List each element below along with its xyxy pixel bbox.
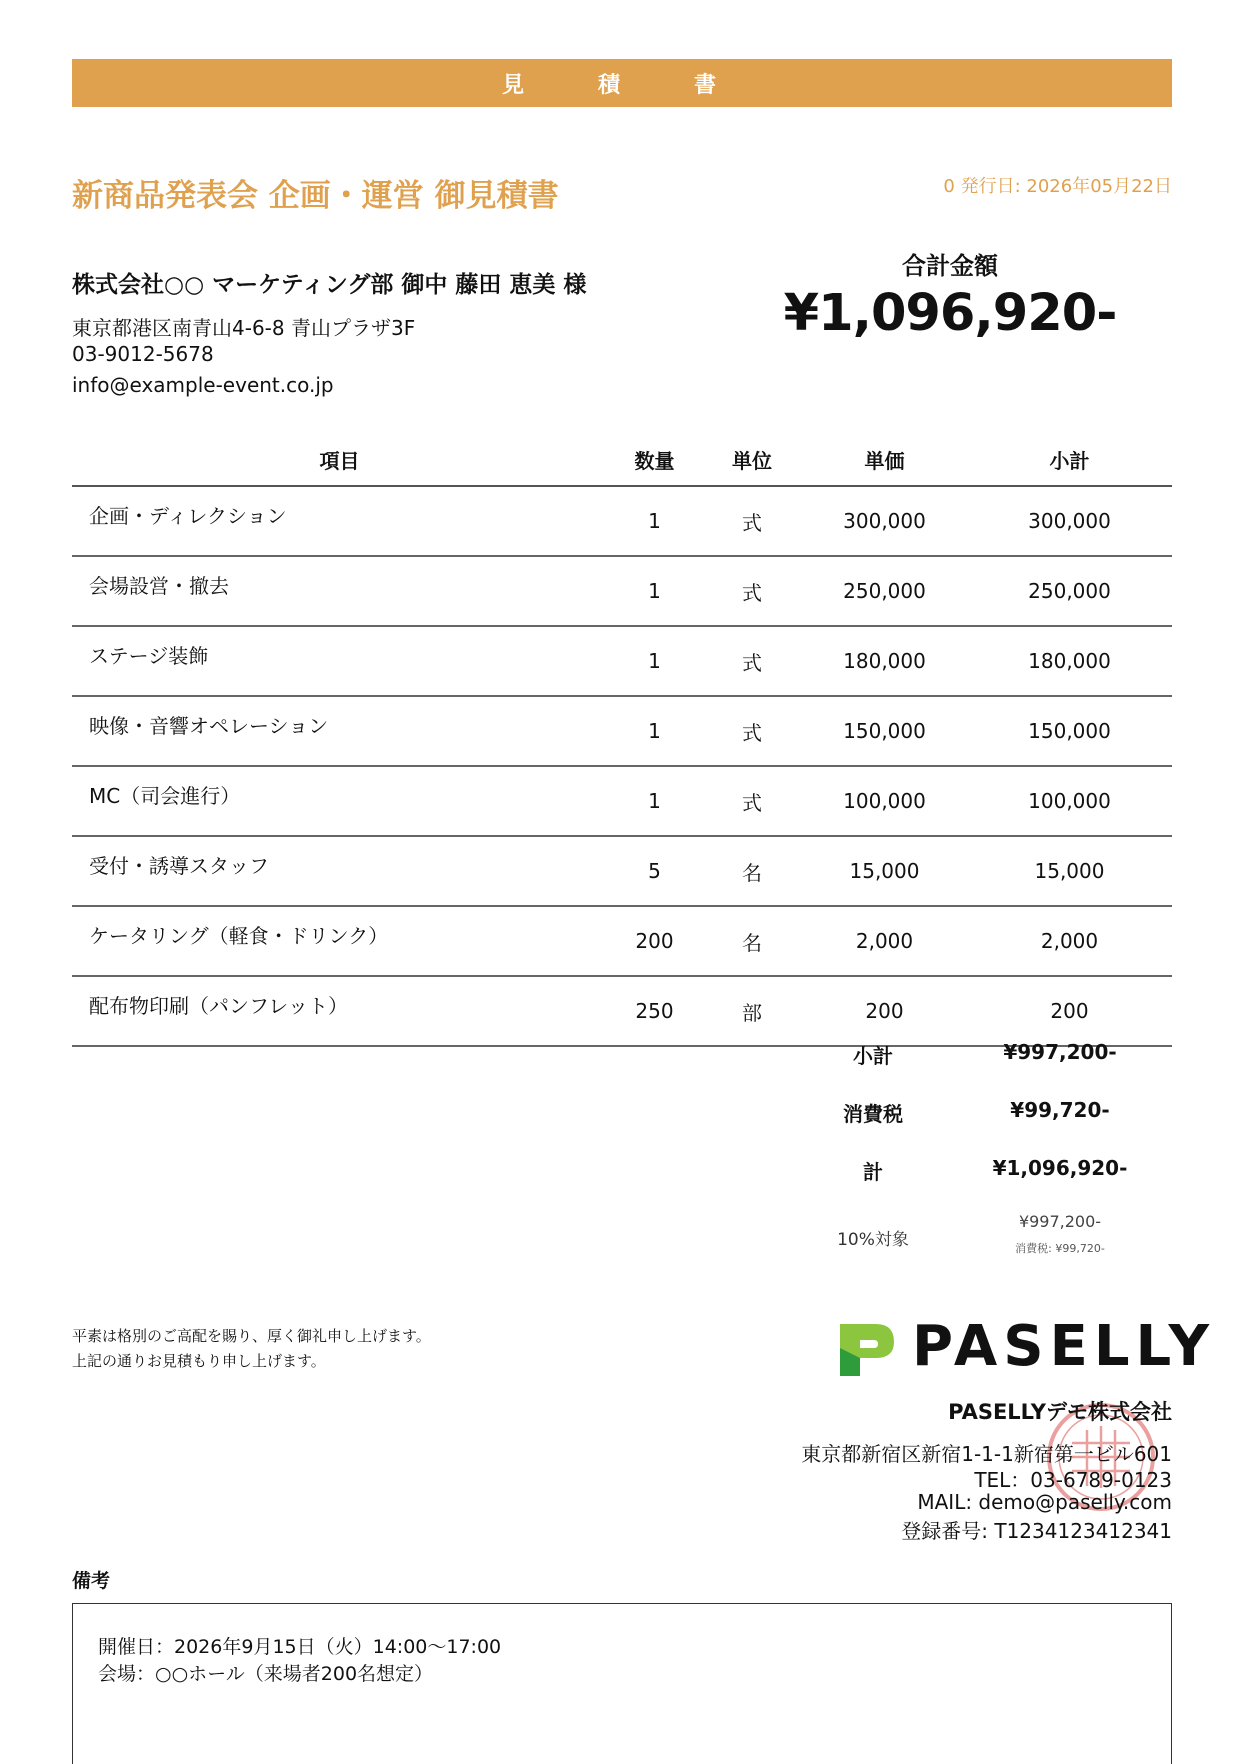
items-table <box>72 433 1172 1047</box>
table-header-row <box>72 433 1172 486</box>
row-unit: 式 <box>702 556 802 626</box>
table-row <box>72 556 1172 626</box>
tax-label: 消費税 <box>843 1102 903 1126</box>
document-title: 新商品発表会 企画・運営 御見積書 <box>72 178 559 214</box>
row-unit: 式 <box>702 696 802 766</box>
row-unit: 式 <box>702 626 802 696</box>
grand-total-value: ¥1,096,920- <box>992 1156 1128 1180</box>
row-subtotal: 2,000 <box>967 906 1172 976</box>
paselly-logo-icon <box>836 1318 898 1380</box>
row-price: 200 <box>802 976 967 1046</box>
header-unit: 単位 <box>702 433 802 486</box>
row-subtotal: 200 <box>967 976 1172 1046</box>
company-tel: TEL：03-6789-0123 <box>974 1468 1172 1492</box>
total-amount-label: 合計金額 <box>902 252 998 280</box>
table-row <box>72 836 1172 906</box>
row-subtotal: 15,000 <box>967 836 1172 906</box>
row-qty: 250 <box>607 976 702 1046</box>
row-item: 受付・誘導スタッフ <box>72 836 607 906</box>
row-unit: 部 <box>702 976 802 1046</box>
company-registration: 登録番号: T1234123412341 <box>901 1519 1172 1543</box>
row-price: 180,000 <box>802 626 967 696</box>
client-name: 株式会社○○ マーケティング部 御中 藤田 恵美 様 <box>72 272 587 298</box>
row-item: 会場設営・撤去 <box>72 556 607 626</box>
row-unit: 名 <box>702 836 802 906</box>
row-item: 配布物印刷（パンフレット） <box>72 976 607 1046</box>
row-subtotal: 100,000 <box>967 766 1172 836</box>
row-price: 250,000 <box>802 556 967 626</box>
total-amount-value: ¥1,096,920- <box>783 284 1117 343</box>
tax-rate-label: 10%対象 <box>837 1230 909 1250</box>
row-subtotal: 300,000 <box>967 486 1172 556</box>
client-phone: 03-9012-5678 <box>72 342 214 366</box>
subtotal-label: 小計 <box>853 1044 893 1068</box>
row-item: ステージ装飾 <box>72 626 607 696</box>
table-row <box>72 976 1172 1046</box>
row-subtotal: 180,000 <box>967 626 1172 696</box>
company-name: PASELLYデモ株式会社 <box>948 1400 1172 1424</box>
company-mail: MAIL: demo@paselly.com <box>917 1490 1172 1514</box>
greeting-line-2: 上記の通りお見積もり申し上げます。 <box>72 1352 326 1370</box>
row-qty: 5 <box>607 836 702 906</box>
row-item: 企画・ディレクション <box>72 486 607 556</box>
row-item: 映像・音響オペレーション <box>72 696 607 766</box>
document-banner: 見 積 書 <box>72 59 1172 107</box>
row-unit: 名 <box>702 906 802 976</box>
grand-total-label: 計 <box>863 1160 883 1184</box>
row-item: ケータリング（軽食・ドリンク） <box>72 906 607 976</box>
remarks-line-1: 開催日：2026年9月15日（火）14:00〜17:00 <box>98 1636 502 1658</box>
table-row <box>72 696 1172 766</box>
table-row <box>72 906 1172 976</box>
row-item: MC（司会進行） <box>72 766 607 836</box>
header-price: 単価 <box>802 433 967 486</box>
greeting-line-1: 平素は格別のご高配を賜り、厚く御礼申し上げます。 <box>72 1327 431 1345</box>
row-qty: 1 <box>607 626 702 696</box>
tax-value: ¥99,720- <box>1010 1098 1110 1122</box>
paselly-logo-text: PASELLY <box>912 1314 1216 1379</box>
row-price: 2,000 <box>802 906 967 976</box>
tax-rate-note: 消費税: ¥99,720- <box>1015 1242 1105 1255</box>
header-qty: 数量 <box>607 433 702 486</box>
row-qty: 1 <box>607 696 702 766</box>
remarks-line-2: 会場：○○ホール（来場者200名想定） <box>98 1663 434 1685</box>
row-unit: 式 <box>702 486 802 556</box>
company-address: 東京都新宿区新宿1-1-1新宿第一ビル601 <box>801 1442 1172 1466</box>
tax-rate-base: ¥997,200- <box>1018 1212 1102 1231</box>
table-row <box>72 766 1172 836</box>
row-qty: 1 <box>607 556 702 626</box>
row-price: 150,000 <box>802 696 967 766</box>
row-unit: 式 <box>702 766 802 836</box>
client-address: 東京都港区南青山4-6-8 青山プラザ3F <box>72 316 416 340</box>
row-subtotal: 250,000 <box>967 556 1172 626</box>
subtotal-value: ¥997,200- <box>1003 1040 1117 1064</box>
row-price: 300,000 <box>802 486 967 556</box>
issue-date: 0 発行日: 2026年05月22日 <box>943 176 1172 197</box>
row-qty: 1 <box>607 766 702 836</box>
header-subtotal: 小計 <box>967 433 1172 486</box>
row-qty: 200 <box>607 906 702 976</box>
table-row <box>72 626 1172 696</box>
row-price: 100,000 <box>802 766 967 836</box>
row-price: 15,000 <box>802 836 967 906</box>
header-item: 項目 <box>72 433 607 486</box>
table-row <box>72 486 1172 556</box>
remarks-title: 備考 <box>72 1570 111 1592</box>
row-qty: 1 <box>607 486 702 556</box>
client-email: info@example-event.co.jp <box>72 373 334 397</box>
row-subtotal: 150,000 <box>967 696 1172 766</box>
